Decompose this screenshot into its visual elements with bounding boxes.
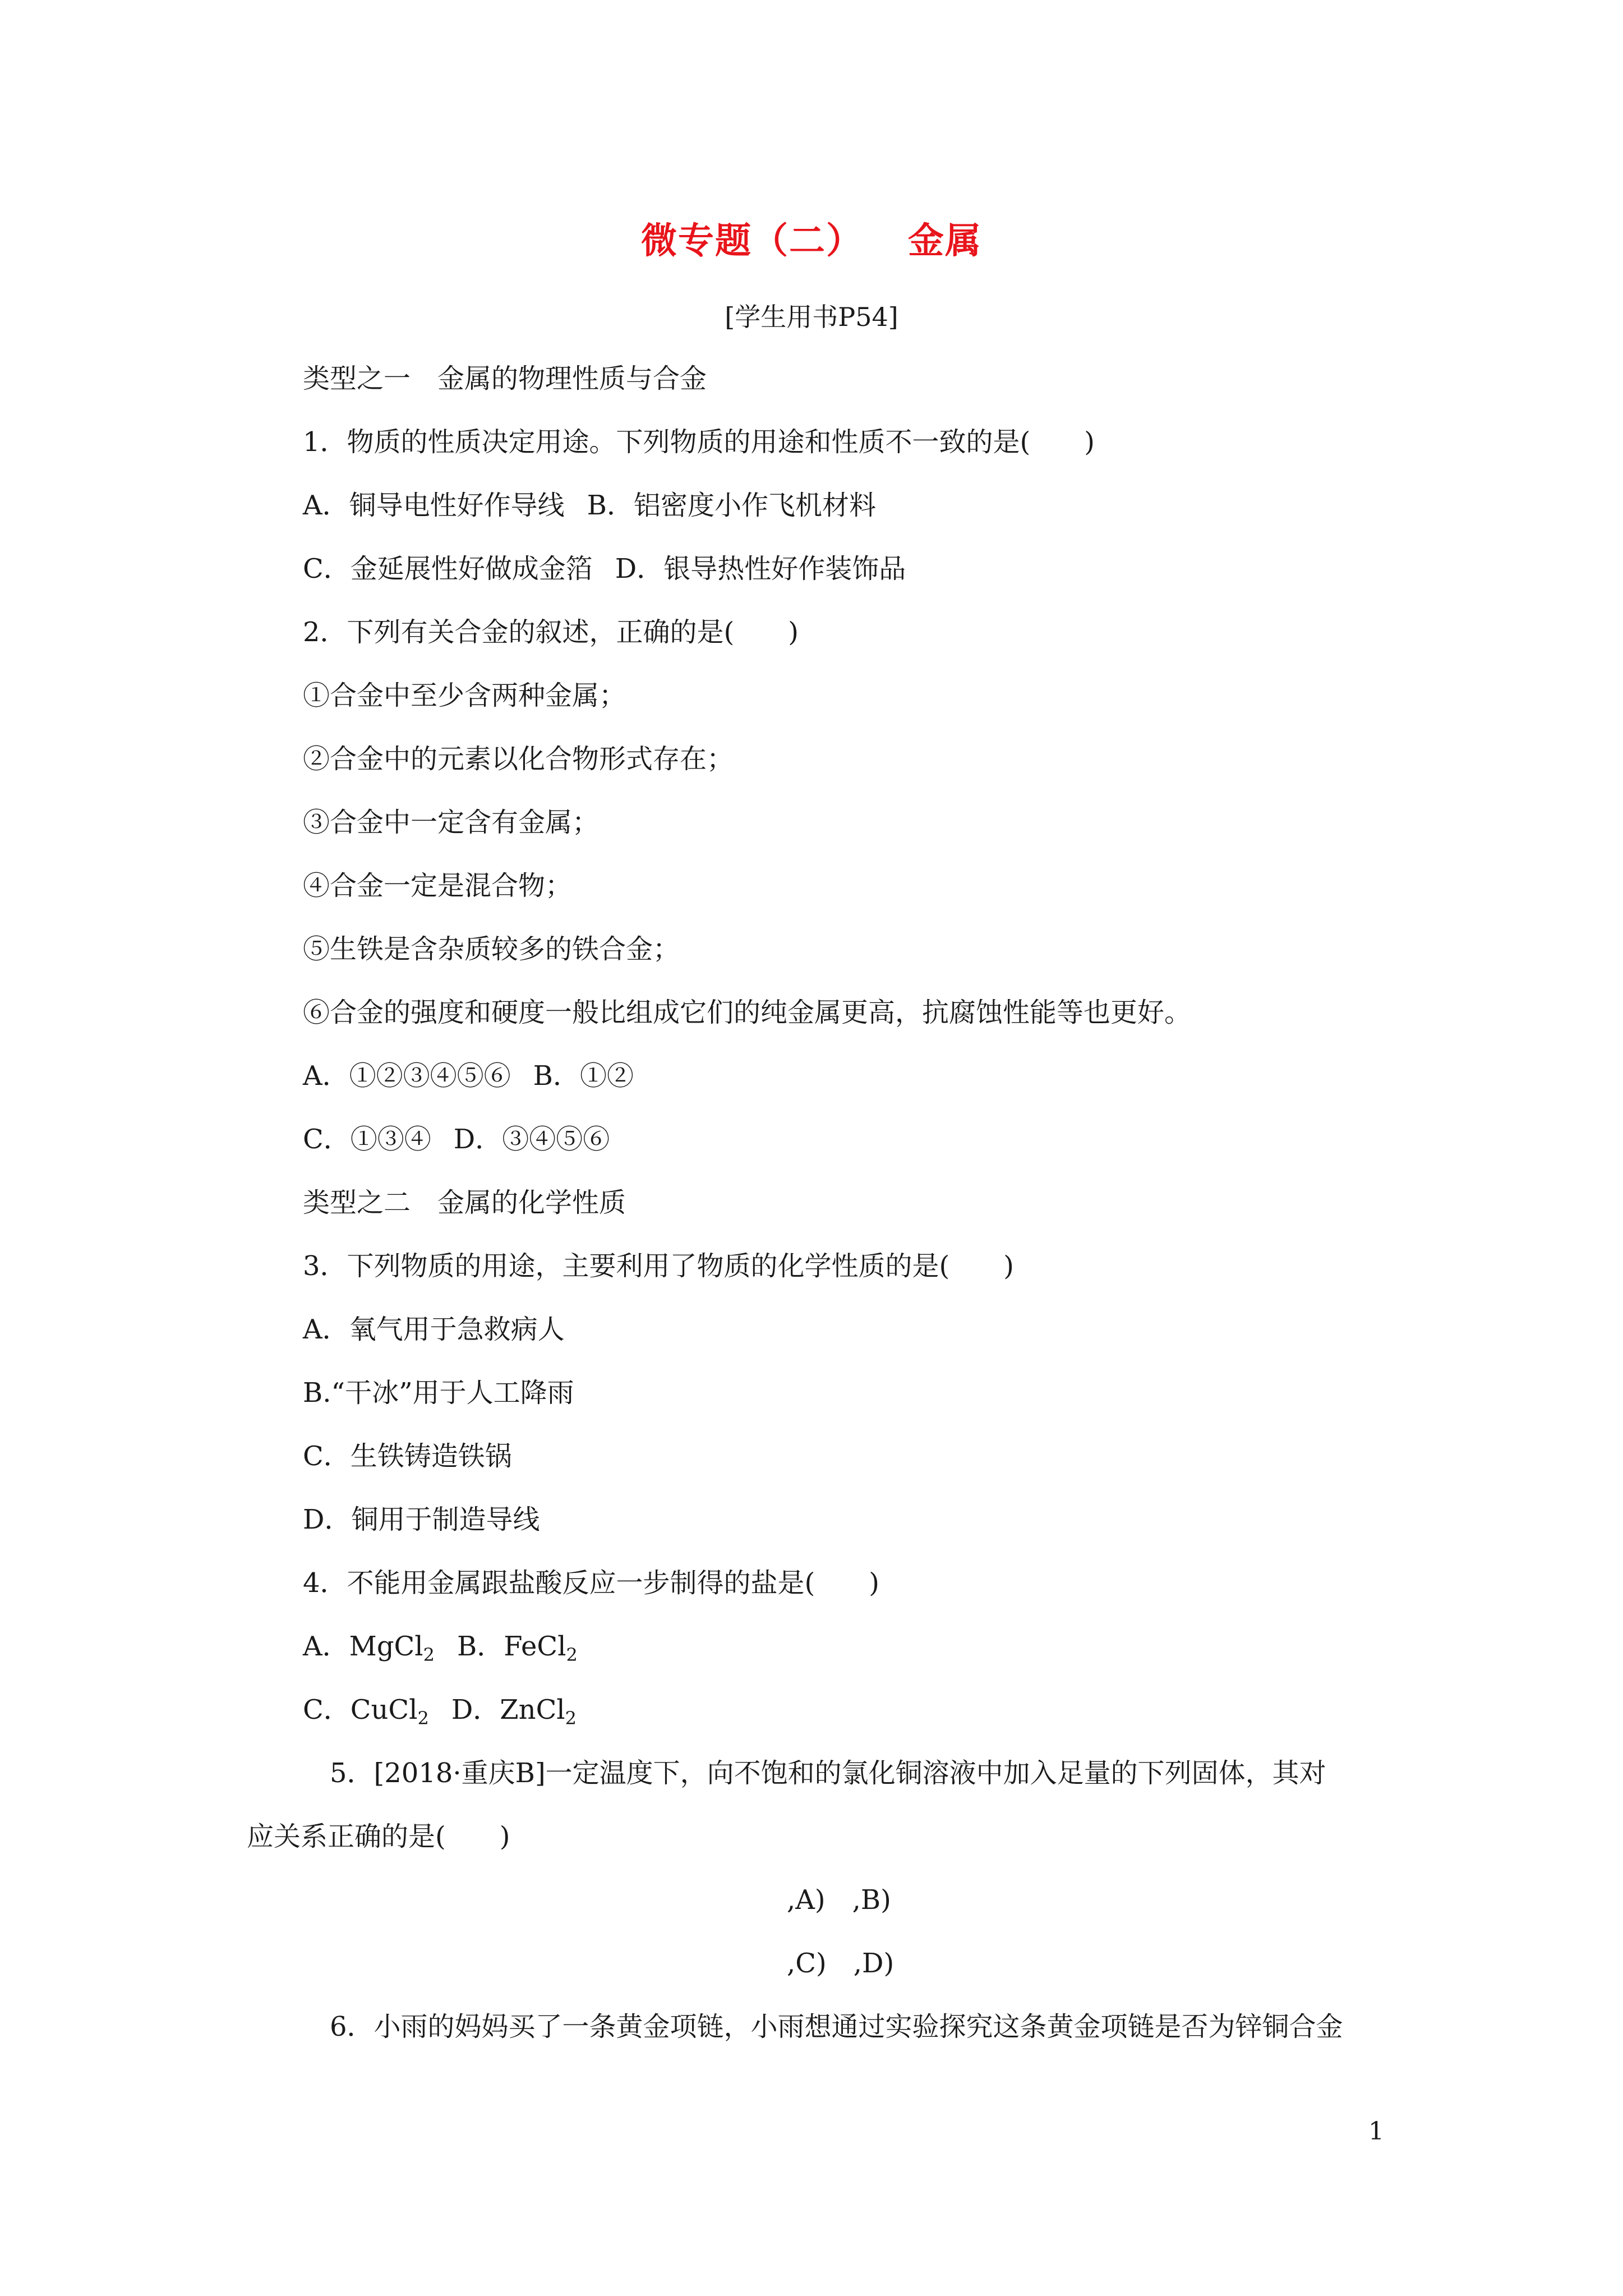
- question-1-options-ab: [303, 486, 876, 525]
- q2-statement-2: ②合金中的元素以化合物形式存在；: [303, 743, 734, 775]
- q2-option-a: A．①②③④⑤⑥: [303, 1060, 511, 1092]
- question-4-stem: 4．不能用金属跟盐酸反应一步制得的盐是( ): [303, 1567, 879, 1599]
- q1-option-b: B．铝密度小作飞机材料: [587, 490, 876, 521]
- q3-option-b: B.“干冰”用于人工降雨: [303, 1377, 574, 1409]
- q2-statement-5: ⑤生铁是含杂质较多的铁合金；: [303, 933, 680, 965]
- q1-option-d: D．银导热性好作装饰品: [615, 553, 906, 585]
- question-4-options-cd: [303, 1690, 577, 1738]
- question-2-stem: 2．下列有关合金的叙述，正确的是( ): [303, 616, 799, 648]
- question-5-stem-line2: 应关系正确的是( ): [247, 1821, 510, 1852]
- question-1-options-cd: [303, 549, 906, 588]
- q2-statement-6: ⑥合金的强度和硬度一般比组成它们的纯金属更高，抗腐蚀性能等也更好。: [303, 997, 1192, 1028]
- q4-option-a: A．MgCl$_2$: [303, 1631, 435, 1665]
- question-4-options-ab: [303, 1627, 578, 1674]
- q2-statement-3: ③合金中一定含有金属；: [303, 807, 600, 838]
- q1-option-c: C．金延展性好做成金箔: [303, 553, 593, 585]
- section-heading-1: 类型之一 金属的物理性质与合金: [303, 363, 707, 394]
- title-part2: 金属: [908, 220, 982, 262]
- question-6-stem-line1: 6．小雨的妈妈买了一条黄金项链，小雨想通过实验探究这条黄金项链是否为锌铜合金: [330, 2011, 1343, 2042]
- title-part1: 微专题（二）: [641, 220, 863, 262]
- q2-option-b: B．①②: [533, 1060, 634, 1092]
- q2-option-c: C．①③④: [303, 1124, 431, 1155]
- q1-option-a: A．铜导电性好作导线: [303, 490, 565, 521]
- q2-option-d: D．③④⑤⑥: [453, 1124, 610, 1155]
- q3-option-d: D．铜用于制造导线: [303, 1504, 540, 1535]
- source-reference: [学生用书P54]: [725, 302, 898, 332]
- question-1-stem: 1．物质的性质决定用途。下列物质的用途和性质不一致的是( ): [303, 426, 1095, 458]
- question-2-options-ab: [303, 1056, 634, 1096]
- q5-figure-row-1: ,A) ,B): [787, 1884, 891, 1916]
- q5-figure-row-2: ,C) ,D): [787, 1948, 895, 1979]
- q2-statement-4: ④合金一定是混合物；: [303, 870, 573, 901]
- q2-statement-1: ①合金中至少含两种金属；: [303, 680, 626, 711]
- q3-option-a: A．氧气用于急救病人: [303, 1314, 565, 1345]
- question-2-options-cd: [303, 1120, 610, 1159]
- q4-option-b: B．FeCl$_2$: [457, 1631, 578, 1665]
- q4-option-c: C．CuCl$_2$: [303, 1694, 429, 1729]
- q3-option-c: C．生铁铸造铁锅: [303, 1441, 512, 1472]
- q4-option-d: D．ZnCl$_2$: [451, 1694, 577, 1729]
- question-5-stem-line1: 5．[2018·重庆B]一定温度下，向不饱和的氯化铜溶液中加入足量的下列固体，其对: [330, 1757, 1326, 1789]
- page-title: [0, 216, 1623, 266]
- section-heading-2: 类型之二 金属的化学性质: [303, 1187, 626, 1218]
- page-number: 1: [1368, 2117, 1384, 2146]
- question-3-stem: 3．下列物质的用途，主要利用了物质的化学性质的是( ): [303, 1250, 1014, 1282]
